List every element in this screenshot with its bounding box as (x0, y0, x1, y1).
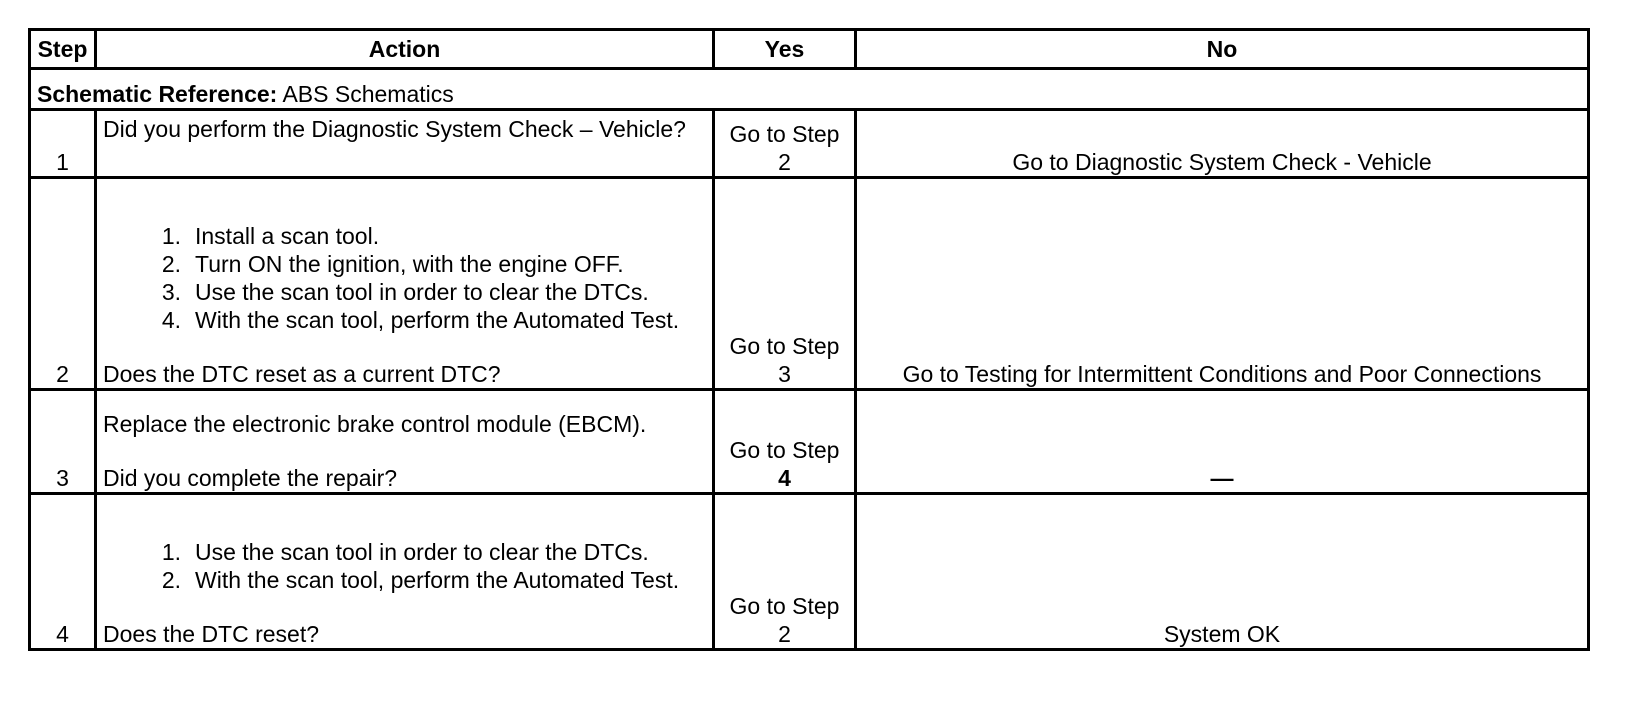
yes-cell (714, 390, 856, 494)
header-action: Action (96, 30, 714, 69)
list-item (103, 306, 706, 334)
substep-text: Use the scan tool in order to clear the DTCs. (195, 539, 649, 565)
action-text: Replace the electronic brake control module (EBCM). (103, 411, 647, 437)
substep-text: Turn ON the ignition, with the engine OFF. (195, 251, 624, 277)
diagnostic-table (28, 28, 1590, 651)
step-number: 2 (30, 178, 96, 390)
schematic-reference-link[interactable]: ABS Schematics (282, 81, 454, 107)
action-cell (96, 110, 714, 178)
question-text: Does the DTC reset as a current DTC? (103, 361, 501, 387)
list-item (103, 222, 706, 250)
header-step: Step (30, 30, 96, 69)
no-dash: — (1210, 465, 1234, 491)
header-row (30, 30, 1589, 69)
yes-cell (714, 494, 856, 650)
no-goto-link[interactable]: Go to Diagnostic System Check - Vehicle (1012, 149, 1432, 175)
substep-number: 1. (161, 539, 181, 565)
substep-number: 1. (161, 223, 181, 249)
step-number: 3 (30, 390, 96, 494)
substep-text: With the scan tool, perform the Automated Test. (195, 307, 680, 333)
question-text: Did you complete the repair? (103, 465, 398, 491)
list-item (103, 278, 706, 306)
table-row (30, 178, 1589, 390)
yes-goto-step[interactable]: 2 (778, 149, 791, 175)
substep-text: With the scan tool, perform the Automated Test. (195, 567, 680, 593)
substep-text: Install a scan tool. (195, 223, 380, 249)
table-row (30, 494, 1589, 650)
no-cell (856, 390, 1589, 494)
table-row (30, 110, 1589, 178)
yes-goto-label[interactable]: Go to Step (729, 437, 840, 463)
yes-goto-step[interactable]: 3 (778, 361, 791, 387)
list-item (103, 566, 706, 594)
substep-text: Use the scan tool in order to clear the DTCs. (195, 279, 649, 305)
no-cell (856, 494, 1589, 650)
schematic-reference-row (30, 69, 1589, 110)
yes-goto-step[interactable]: 4 (778, 465, 791, 491)
action-cell (96, 390, 714, 494)
list-item (103, 538, 706, 566)
substep-number: 3. (161, 279, 181, 305)
substep-list (103, 538, 706, 594)
header-yes: Yes (714, 30, 856, 69)
action-cell (96, 178, 714, 390)
yes-goto-step[interactable]: 2 (778, 621, 791, 647)
no-goto-link[interactable]: Go to Testing for Intermittent Conditions and Poor Connections (902, 361, 1542, 387)
substep-list (103, 222, 706, 334)
yes-cell (714, 178, 856, 390)
yes-goto-label[interactable]: Go to Step (729, 593, 840, 619)
no-cell (856, 178, 1589, 390)
table-row (30, 390, 1589, 494)
step-number: 4 (30, 494, 96, 650)
yes-cell (714, 110, 856, 178)
no-cell (856, 110, 1589, 178)
schematic-reference-label: Schematic Reference: (37, 81, 278, 107)
yes-goto-label[interactable]: Go to Step (729, 121, 840, 147)
yes-goto-label[interactable]: Go to Step (729, 333, 840, 359)
no-result-text: System OK (1163, 621, 1281, 647)
action-cell (96, 494, 714, 650)
substep-number: 4. (161, 307, 181, 333)
question-text: Does the DTC reset? (103, 621, 320, 647)
schematic-reference-cell (30, 69, 1589, 110)
header-no: No (856, 30, 1589, 69)
list-item (103, 250, 706, 278)
substep-number: 2. (161, 251, 181, 277)
substep-number: 2. (161, 567, 181, 593)
action-text: Did you perform the Diagnostic System Check – Vehicle? (103, 116, 686, 142)
step-number: 1 (30, 110, 96, 178)
